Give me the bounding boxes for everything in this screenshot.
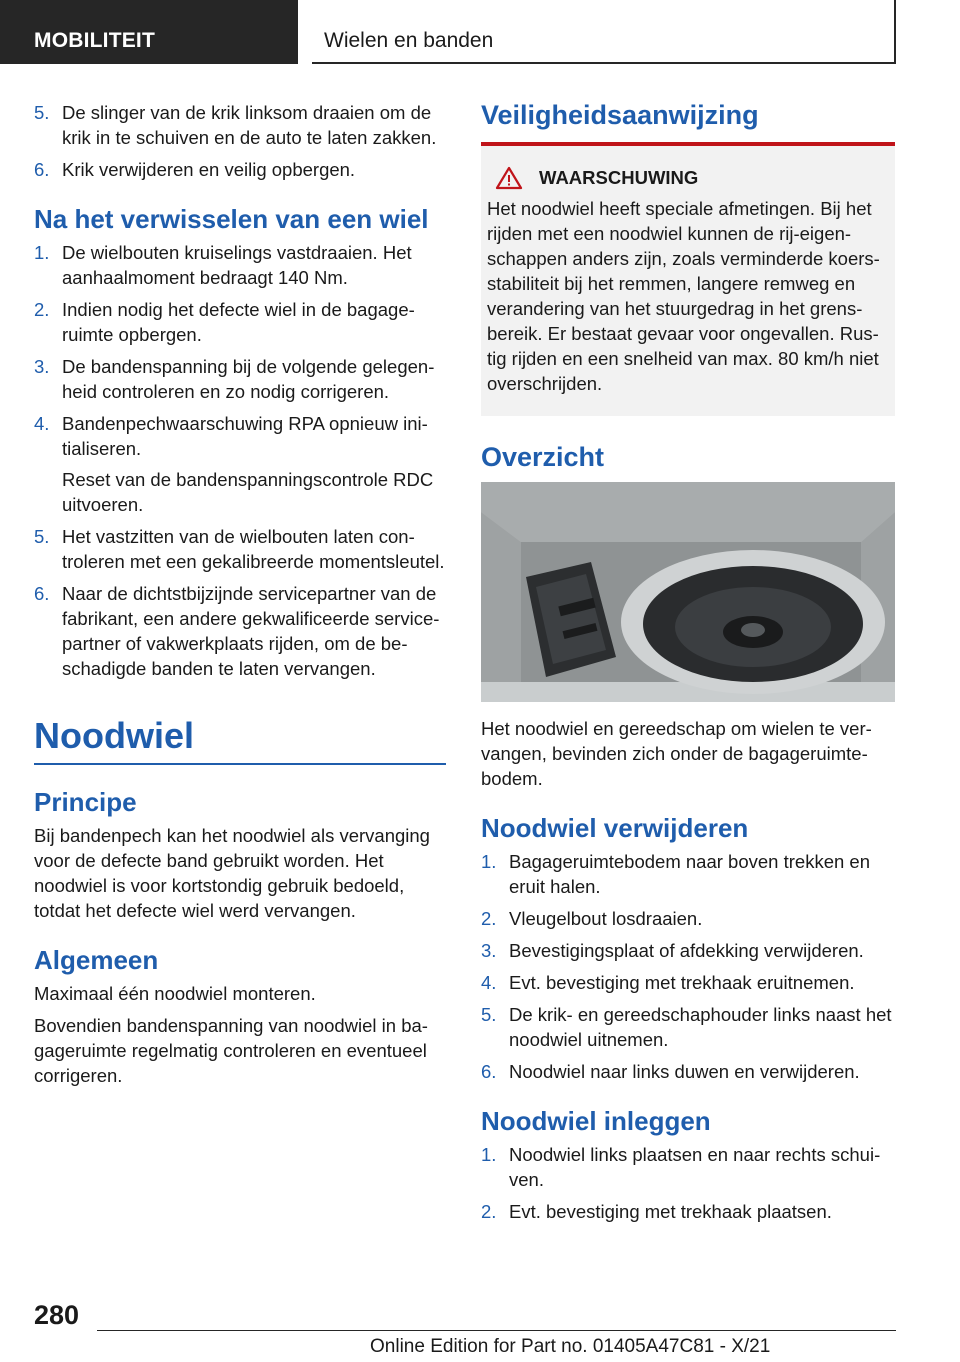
remove-steps (481, 849, 895, 1084)
step-number: 6. (34, 159, 50, 180)
list-item (481, 1002, 895, 1052)
heading-insert: Noodwiel inleggen (481, 1106, 711, 1136)
list-item (34, 157, 446, 182)
section-tab: MOBILITEIT (0, 0, 298, 64)
heading-overview: Overzicht (481, 442, 605, 472)
step-text: Het vastzitten van de wielbouten laten controleren met een gekalibreerde momentsleutel. (62, 526, 445, 572)
step-number: 1. (34, 242, 50, 263)
step-text: Bagageruimtebodem naar boven trekken en eruit halen. (509, 851, 870, 897)
algemeen-text-2: Bovendien bandenspanning van noodwiel in bagageruimte regelmatig controleren en eventueel corrigeren. (34, 1015, 428, 1086)
step-text: Evt. bevestiging met trekhaak eruitnemen. (509, 972, 855, 993)
step-number: 4. (34, 413, 50, 434)
step-text: Vleugelbout losdraaien. (509, 908, 703, 929)
overview-caption: Het noodwiel en gereedschap om wielen te vervangen, bevinden zich onder de bagageruimtebodem. (481, 718, 872, 789)
footer-divider (97, 1330, 896, 1331)
heading-principe: Principe (34, 787, 137, 817)
insert-steps (481, 1142, 895, 1224)
chapter-heading-noodwiel: Noodwiel (34, 715, 446, 765)
step-number: 6. (481, 1061, 497, 1082)
step-text: De slinger van de krik linksom draaien om de krik in te schuiven en de auto te laten zakken. (62, 102, 437, 148)
step-text: Noodwiel naar links duwen en verwijderen. (509, 1061, 860, 1082)
list-item (481, 938, 895, 963)
step-text: Bandenpechwaarschuwing RPA opnieuw initialiseren. (62, 413, 428, 459)
right-column (481, 100, 895, 1231)
step-text: De wielbouten kruiselings vastdraaien. Het aanhaalmoment bedraagt 140 Nm. (62, 242, 412, 288)
list-item (481, 970, 895, 995)
step-number: 3. (481, 940, 497, 961)
step-number: 2. (481, 1201, 497, 1222)
heading-remove: Noodwiel verwijderen (481, 813, 749, 843)
list-item (34, 411, 446, 517)
warning-header (495, 166, 887, 190)
list-item (481, 1059, 895, 1084)
algemeen-text-1: Maximaal één noodwiel monteren. (34, 983, 316, 1004)
warning-triangle-icon (495, 166, 523, 190)
step-text: De bandenspanning bij de volgende gelegenheid controleren en zo nodig corrigeren. (62, 356, 435, 402)
step-number: 1. (481, 851, 497, 872)
list-item (34, 100, 446, 150)
step-text: Bevestigingsplaat of afdekking verwijderen. (509, 940, 864, 961)
list-item (34, 297, 446, 347)
step-text: Evt. bevestiging met trekhaak plaatsen. (509, 1201, 832, 1222)
list-item (34, 240, 446, 290)
list-item (34, 581, 446, 681)
principe-text: Bij bandenpech kan het noodwiel als vervanging voor de defecte band gebruikt worden. Het noodwiel is voor kortstondig gebruik bedoeld, totdat het defecte wiel werd vervangen. (34, 825, 430, 921)
step-number: 2. (481, 908, 497, 929)
step-number: 3. (34, 356, 50, 377)
warning-box (481, 146, 895, 416)
list-item (481, 906, 895, 931)
heading-after-change: Na het verwisselen van een wiel (34, 204, 429, 234)
step-text: De krik- en gereedschaphouder links naast het noodwiel uitnemen. (509, 1004, 892, 1050)
step-text: Indien nodig het defecte wiel in de bagageruimte opbergen. (62, 299, 415, 345)
spare-wheel-photo (481, 482, 895, 702)
footer-edition: Online Edition for Part no. 01405A47C81 - X/21 (370, 1336, 771, 1357)
step-text: Krik verwijderen en veilig opbergen. (62, 159, 356, 180)
step-text: Noodwiel links plaatsen en naar rechts schuiven. (509, 1144, 881, 1190)
list-item (34, 354, 446, 404)
list-item (34, 524, 446, 574)
step-number: 2. (34, 299, 50, 320)
step-subtext: Reset van de bandenspanningscontrole RDC uitvoeren. (62, 469, 434, 515)
left-column (34, 100, 446, 1095)
warning-label: WAARSCHUWING (539, 167, 699, 188)
heading-algemeen: Algemeen (34, 945, 159, 975)
list-item (481, 1142, 895, 1192)
step-number: 1. (481, 1144, 497, 1165)
list-item (481, 849, 895, 899)
heading-safety: Veiligheidsaanwijzing (481, 100, 759, 130)
continued-steps (34, 100, 446, 182)
step-number: 5. (34, 102, 50, 123)
step-number: 5. (34, 526, 50, 547)
chapter-title: Wielen en banden (312, 0, 896, 64)
warning-text: Het noodwiel heeft speciale afmetingen. Bij het rijden met een noodwiel kunnen de rij-eigenschappen anders zijn, zoals verminderde koersstabiliteit bij het remmen, langere remweg en verandering van het stuurgedrag in het grensbereik. Er bestaat gevaar voor ongevallen. Rustig rijden en een snelheid van max. 80 km/h niet overschrijden. (487, 198, 880, 394)
after-change-steps (34, 240, 446, 681)
step-number: 4. (481, 972, 497, 993)
list-item (481, 1199, 895, 1224)
step-number: 6. (34, 583, 50, 604)
page-number: 280 (34, 1300, 80, 1330)
step-number: 5. (481, 1004, 497, 1025)
step-text: Naar de dichtstbijzijnde servicepartner van de fabrikant, een andere gekwalificeerde servicepartner of vakwerkplaats rijden, om de beschadigde banden te laten vervangen. (62, 583, 440, 679)
